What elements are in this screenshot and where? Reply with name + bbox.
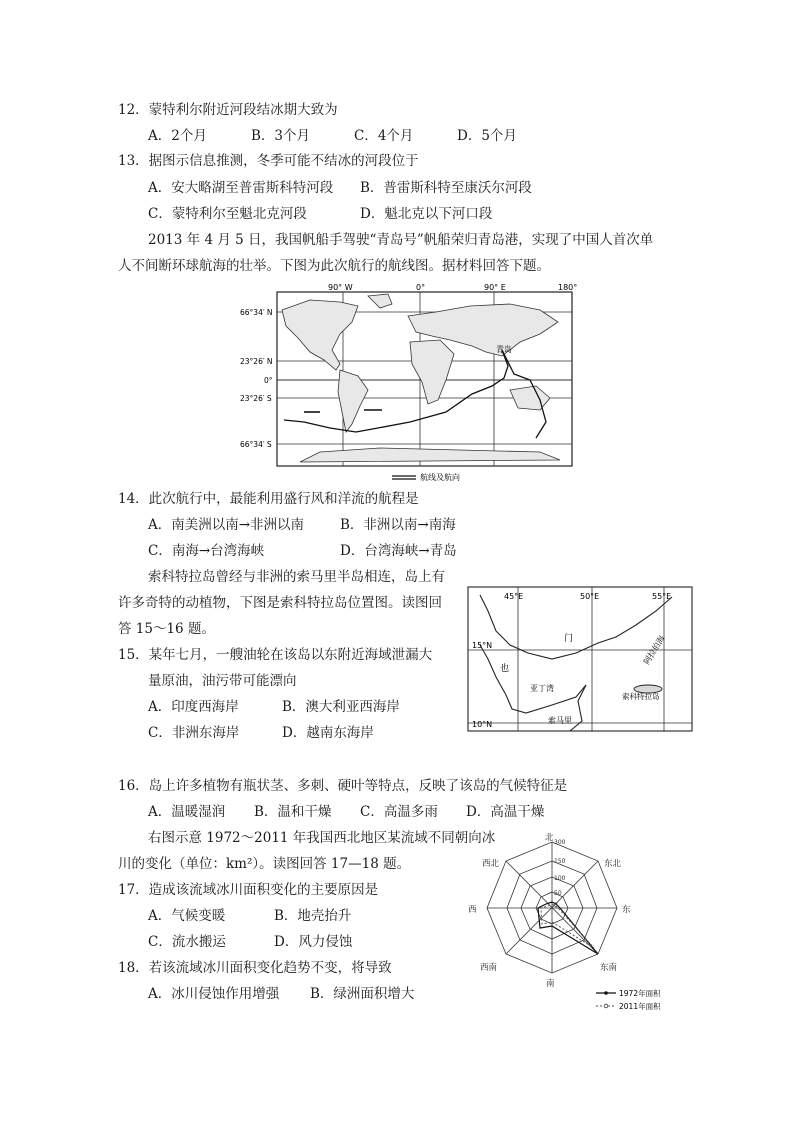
q15-option-a[interactable]: A．印度西海岸 bbox=[148, 699, 239, 715]
q12-option-c[interactable]: C．4个月 bbox=[354, 128, 414, 144]
lat-label-15n: 15°N bbox=[472, 641, 493, 650]
tick-label-50: 50 bbox=[554, 890, 562, 897]
q12-option-a[interactable]: A．2个月 bbox=[148, 128, 207, 144]
lon-label-45e: 45°E bbox=[504, 592, 524, 601]
q18-options bbox=[148, 985, 414, 1003]
dir-label-n: 北 bbox=[545, 833, 554, 843]
dir-label-nw: 西北 bbox=[482, 859, 500, 869]
map-top-label-90e: 90° E bbox=[484, 283, 506, 292]
map-top-label-180: 180° bbox=[558, 283, 578, 292]
q17-option-a[interactable]: A．气候变暖 bbox=[148, 908, 226, 924]
q16-options bbox=[148, 803, 544, 821]
tick-label-300: 300 bbox=[554, 839, 566, 846]
qingdao-label: 青岛 bbox=[496, 345, 512, 354]
q15-option-d[interactable]: D．越南东海岸 bbox=[282, 725, 374, 741]
lat-label-66s: 66°34′ S bbox=[240, 440, 272, 449]
q13-option-a[interactable]: A．安大略湖至普雷斯科特河段 bbox=[148, 180, 334, 196]
q16-stem: 16．岛上许多植物有瓶状茎、多刺、硬叶等特点，反映了该岛的气候特征是 bbox=[118, 778, 568, 794]
map-label-arabian-sea: 阿拉伯海 bbox=[642, 634, 667, 667]
q12-options bbox=[148, 127, 517, 145]
passage3-line2: 川的变化（单位：km²）。读图回答 17—18 题。 bbox=[118, 856, 411, 872]
q13-stem: 13．据图示信息推测，冬季可能不结冰的河段位于 bbox=[118, 153, 419, 169]
q15-option-b[interactable]: B．澳大利亚西海岸 bbox=[282, 699, 400, 715]
q17-stem: 17．造成该流域冰川面积变化的主要原因是 bbox=[118, 882, 379, 898]
map-top-label-0: 0° bbox=[416, 283, 426, 292]
q13-option-c[interactable]: C．蒙特利尔至魁北克河段 bbox=[148, 206, 307, 222]
q15-option-c[interactable]: C．非洲东海岸 bbox=[148, 725, 240, 741]
q16-option-d[interactable]: D．高温干燥 bbox=[466, 804, 545, 820]
q18-option-a[interactable]: A．冰川侵蚀作用增强 bbox=[148, 986, 280, 1002]
socotra-location-map bbox=[466, 585, 696, 735]
q15-options-row1 bbox=[148, 698, 400, 716]
world-route-map bbox=[240, 282, 580, 482]
map-top-label-90w: 90° W bbox=[328, 283, 353, 292]
map-label-ye: 也 bbox=[500, 664, 510, 674]
q14-options-row2 bbox=[148, 542, 457, 560]
q14-option-a[interactable]: A．南美洲以南→非洲以南 bbox=[148, 517, 305, 533]
dir-label-ne: 东北 bbox=[604, 859, 622, 869]
lat-label-23s: 23°26′ S bbox=[240, 394, 272, 403]
lon-label-55e: 55°E bbox=[652, 592, 672, 601]
q13-options-row1 bbox=[148, 179, 532, 197]
glacier-radar-chart bbox=[456, 830, 682, 1018]
q17-option-b[interactable]: B．地壳抬升 bbox=[274, 908, 352, 924]
passage2-line3: 答 15～16 题。 bbox=[118, 621, 215, 637]
tick-label-150: 150 bbox=[554, 858, 566, 865]
legend-1972: 1972年面积 bbox=[619, 989, 661, 998]
q14-option-b[interactable]: B．非洲以南→南海 bbox=[340, 517, 456, 533]
tick-label-0: 0 bbox=[554, 902, 558, 909]
q13-options-row2 bbox=[148, 205, 492, 223]
q18-option-b[interactable]: B．绿洲面积增大 bbox=[310, 986, 415, 1002]
map-label-gulf-aden: 亚丁湾 bbox=[530, 684, 554, 693]
q17-option-c[interactable]: C．流水搬运 bbox=[148, 934, 226, 950]
dir-label-w: 西 bbox=[468, 905, 477, 915]
q14-stem: 14．此次航行中，最能利用盛行风和洋流的航程是 bbox=[118, 491, 419, 507]
dir-label-se: 东南 bbox=[600, 963, 618, 973]
q14-option-c[interactable]: C．南海→台湾海峡 bbox=[148, 543, 265, 559]
q12-stem: 12．蒙特利尔附近河段结冰期大致为 bbox=[118, 102, 338, 118]
dir-label-sw: 西南 bbox=[480, 963, 498, 973]
q16-option-c[interactable]: C．高温多雨 bbox=[360, 804, 438, 820]
q16-option-a[interactable]: A．温暖湿润 bbox=[148, 804, 226, 820]
lat-label-10n: 10°N bbox=[472, 720, 493, 729]
legend-2011: 2011年面积 bbox=[619, 1002, 661, 1011]
route-legend: 航线及航向 bbox=[420, 473, 460, 482]
tick-label-100: 100 bbox=[554, 875, 566, 882]
map-label-men: 门 bbox=[564, 634, 574, 644]
lat-label-66n: 66°34′ N bbox=[240, 308, 273, 317]
q14-option-d[interactable]: D．台湾海峡→青岛 bbox=[340, 543, 457, 559]
lon-label-50e: 50°E bbox=[580, 592, 600, 601]
passage3-line1: 右图示意 1972～2011 年我国西北地区某流域不同朝向冰 bbox=[148, 830, 496, 846]
q17-options-row1 bbox=[148, 907, 351, 925]
q13-option-d[interactable]: D．魁北克以下河口段 bbox=[360, 206, 493, 222]
q15-stem-line2: 量原油，油污带可能漂向 bbox=[148, 673, 297, 689]
dir-label-s: 南 bbox=[546, 979, 555, 989]
q15-stem-line1: 15．某年七月，一艘油轮在该岛以东附近海域泄漏大 bbox=[118, 647, 433, 663]
map-label-socotra: 索科特拉岛 bbox=[622, 692, 660, 701]
dir-label-e: 东 bbox=[622, 905, 631, 915]
passage2-line2: 许多奇特的动植物，下图是索科特拉岛位置图。读图回 bbox=[118, 595, 442, 611]
q17-option-d[interactable]: D．风力侵蚀 bbox=[274, 934, 353, 950]
q13-option-b[interactable]: B．普雷斯科特至康沃尔河段 bbox=[360, 180, 532, 196]
q12-option-d[interactable]: D．5个月 bbox=[457, 128, 517, 144]
q16-option-b[interactable]: B．温和干燥 bbox=[254, 804, 332, 820]
passage2-line1: 索科特拉岛曾经与非洲的索马里半岛相连，岛上有 bbox=[148, 569, 445, 585]
passage1-line1: 2013 年 4 月 5 日，我国帆船手驾驶“青岛号”帆船荣归青岛港，实现了中国人首次单 bbox=[148, 232, 654, 248]
q18-stem: 18．若该流域冰川面积变化趋势不变，将导致 bbox=[118, 960, 392, 976]
q14-options-row1 bbox=[148, 516, 456, 534]
map-label-somalia: 索马里 bbox=[548, 716, 572, 725]
q17-options-row2 bbox=[148, 933, 352, 951]
lat-label-equator: 0° bbox=[264, 376, 273, 385]
q15-options-row2 bbox=[148, 724, 374, 742]
passage1-line2: 人不间断环球航海的壮举。下图为此次航行的航线图。据材料回答下题。 bbox=[118, 258, 550, 274]
q12-option-b[interactable]: B．3个月 bbox=[251, 128, 311, 144]
lat-label-23n: 23°26′ N bbox=[240, 357, 273, 366]
